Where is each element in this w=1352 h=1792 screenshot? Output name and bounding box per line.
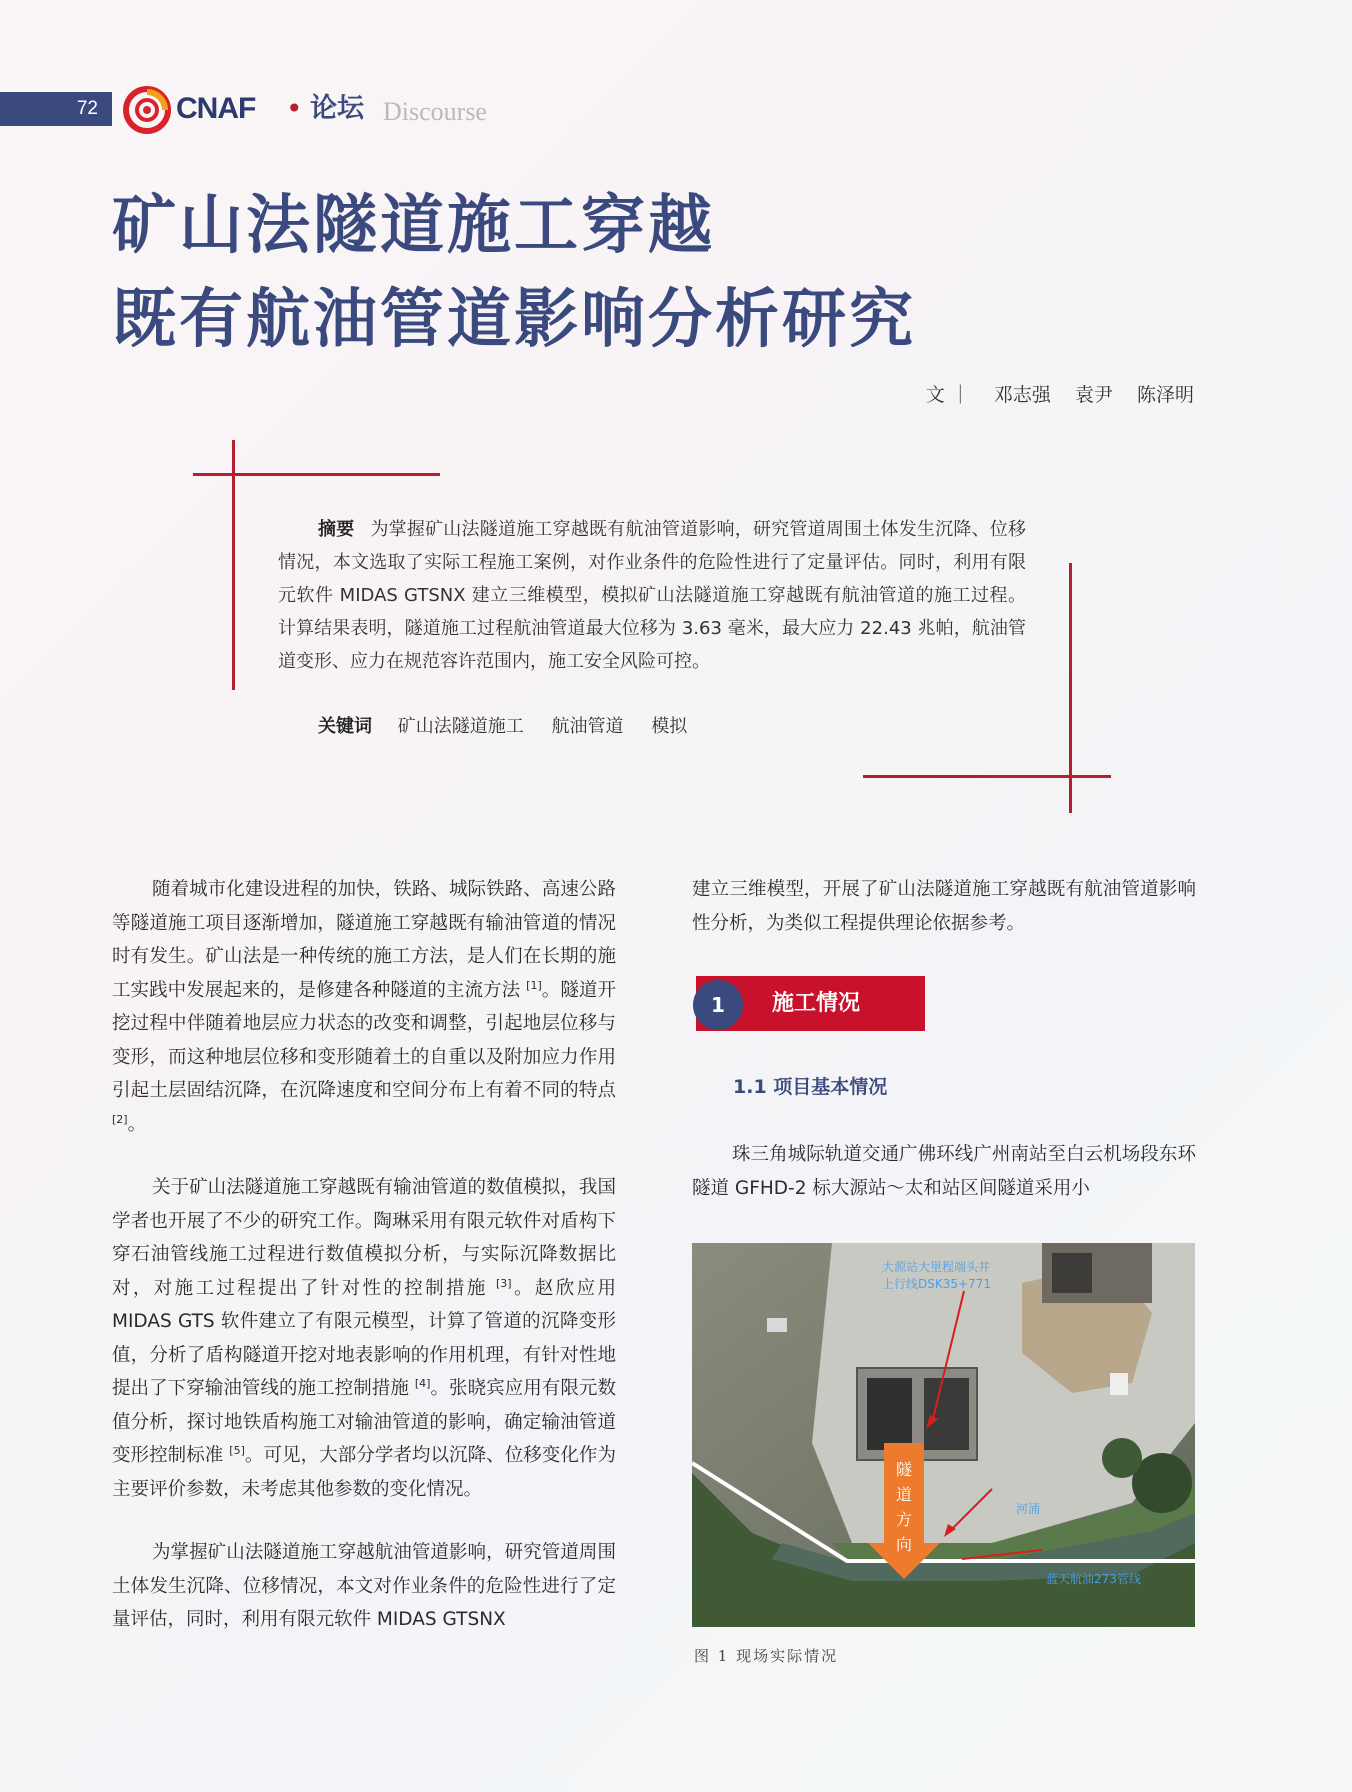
- keywords: [318, 712, 709, 738]
- site-photo-illustration: [692, 1243, 1195, 1627]
- tunnel-direction-char-1: 隧: [895, 1460, 913, 1479]
- figure-caption: 图 1 现场实际情况: [694, 1647, 839, 1665]
- site-aerial-photo: [692, 1243, 1195, 1627]
- body-column-right-continuation: [692, 873, 1196, 970]
- paragraph-1: 随着城市化建设进程的加快，铁路、城际铁路、高速公路等隧道施工项目逐渐增加，隧道施工穿越既有输油管道的情况时有发生。矿山法是一种传统的施工方法，是人们在长期的施工实践中发展起来的，是修建各种隧道的主流方法 [1]。隧道开挖过程中伴随着地层应力状态的改变和调整，引起地层位移与变形，而这种地层位移和变形随着土的自重以及附加应力作用引起土层固结沉降，在沉降速度和空间分布上有着不同的特点 [2]。: [112, 879, 616, 1135]
- byline: [926, 380, 1194, 407]
- citation-2: [2]: [112, 1112, 128, 1126]
- byline-prefix: 文 ｜: [925, 384, 970, 406]
- frame-line-top-h: [193, 473, 440, 476]
- cnaf-logo: [123, 86, 171, 134]
- citation-4: [4]: [414, 1376, 431, 1390]
- article-title-line2: 既有航油管道影响分析研究: [112, 283, 916, 357]
- citation-5: [5]: [229, 1443, 245, 1457]
- body-column-right: [692, 1138, 1196, 1235]
- article-title-line1: 矿山法隧道施工穿越: [112, 189, 715, 263]
- abstract-text: 为掌握矿山法隧道施工穿越既有航油管道影响，研究管道周围土体发生沉降、位移情况，本文选取了实际工程施工案例，对作业条件的危险性进行了定量评估。同时，利用有限元软件 MIDAS GTSNX 建立三维模型，模拟矿山法隧道施工穿越既有航油管道的施工过程。计算结果表明，隧道施工过程航油管道最大位移为 3.63 毫米，最大应力 22.43 兆帕，航油管道变形、应力在规范容许范围内，施工安全风险可控。: [278, 519, 1027, 672]
- paragraph-2: 关于矿山法隧道施工穿越既有输油管道的数值模拟，我国学者也开展了不少的研究工作。陶琳采用有限元软件对盾构下穿石油管线施工过程进行数值模拟分析，与实际沉降数据比对，对施工过程提出了针对性的控制措施 [3]。赵欣应用 MIDAS GTS 软件建立了有限元模型，计算了管道的沉降变形值，分析了盾构隧道开挖对地表影响的作用机理，有针对性地提出了下穿输油管线的施工控制措施 [4]。张晓宾应用有限元数值分析，探讨地铁盾构施工对输油管道的影响，确定输油管道变形控制标准 [5]。可见，大部分学者均以沉降、位移变化作为主要评价参数，未考虑其他参数的变化情况。: [112, 1177, 616, 1500]
- author-2: 袁尹: [1074, 384, 1113, 406]
- keywords-label: 关键词: [318, 716, 372, 737]
- figure-label-river: 河涌: [1016, 1502, 1041, 1516]
- frame-line-bottom-v: [1069, 563, 1072, 813]
- frame-line-bottom-h: [863, 775, 1111, 778]
- citation-1: [1]: [526, 978, 542, 992]
- tunnel-direction-char-2: 道: [895, 1485, 913, 1504]
- section-title: 施工情况: [772, 991, 861, 1016]
- abstract: [278, 513, 1026, 678]
- citation-3: [3]: [496, 1276, 512, 1290]
- section-number: 1: [693, 980, 743, 1030]
- keyword-2: 航油管道: [551, 716, 624, 737]
- body-column-left: [112, 873, 616, 1667]
- paragraph-3: 为掌握矿山法隧道施工穿越航油管道影响，研究管道周围土体发生沉降、位移情况，本文对作业条件的危险性进行了定量评估，同时，利用有限元软件 MIDAS GTSNX: [112, 1542, 616, 1630]
- frame-line-top-v: [232, 440, 235, 690]
- keyword-3: 模拟: [651, 716, 688, 737]
- figure-label-shaft-1: 大源站大里程端头井: [882, 1260, 991, 1274]
- author-1: 邓志强: [993, 384, 1051, 406]
- subsection-title: 1.1 项目基本情况: [733, 1076, 888, 1098]
- tunnel-direction-char-4: 向: [895, 1535, 913, 1554]
- paragraph-3-continued: 建立三维模型，开展了矿山法隧道施工穿越既有航油管道影响性分析，为类似工程提供理论依据参考。: [692, 879, 1196, 934]
- abstract-label: 摘要: [318, 519, 355, 540]
- keyword-1: 矿山法隧道施工: [397, 716, 524, 737]
- figure-label-shaft-2: 上行线DSK35+771: [882, 1277, 991, 1291]
- page-number: 72: [0, 92, 112, 126]
- tunnel-direction-char-3: 方: [895, 1510, 913, 1529]
- section-name-cn: 论坛: [310, 93, 364, 124]
- figure-label-pipeline: 蓝天航油273管线: [1046, 1572, 1141, 1586]
- brand-name: CNAF: [176, 92, 256, 125]
- section-name-en: Discourse: [383, 97, 487, 126]
- brand-separator: •: [286, 92, 303, 125]
- paragraph-4: 珠三角城际轨道交通广佛环线广州南站至白云机场段东环隧道 GFHD-2 标大源站～太和站区间隧道采用小: [692, 1144, 1196, 1199]
- author-3: 陈泽明: [1136, 384, 1194, 406]
